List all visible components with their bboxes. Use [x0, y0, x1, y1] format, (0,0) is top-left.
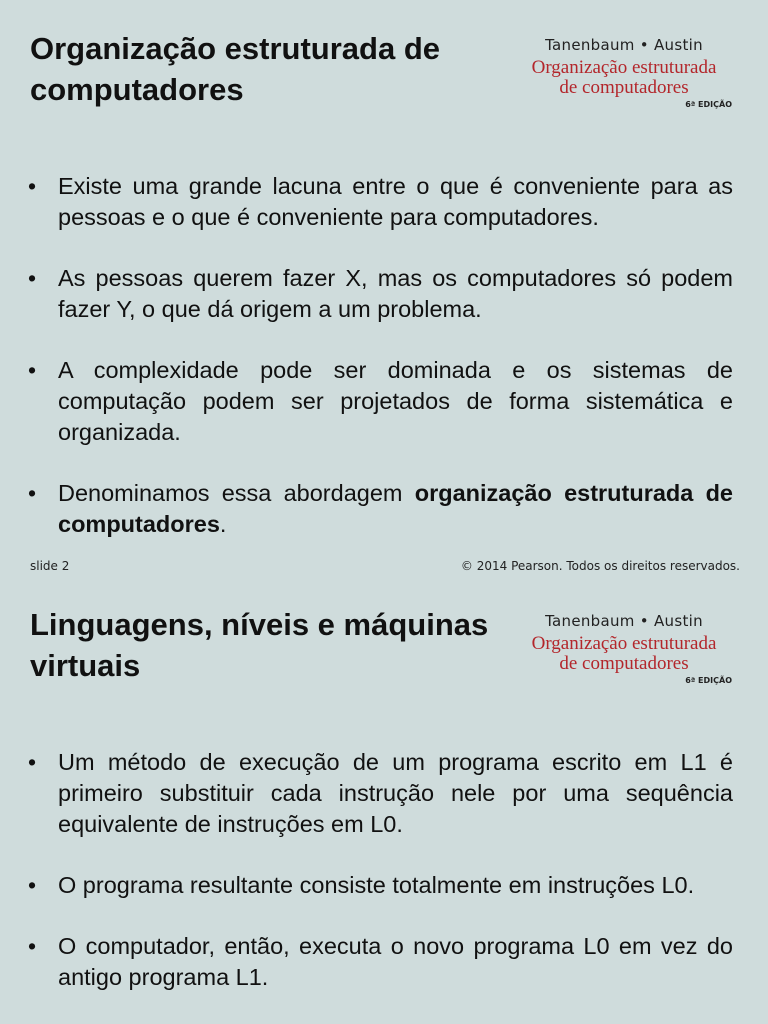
- bullet-list: [28, 171, 733, 570]
- bullet-text: Existe uma grande lacuna entre o que é conveniente para as pessoas e o que é conveniente para computadores.: [58, 173, 733, 230]
- bullet-dot-icon: •: [28, 480, 37, 506]
- bullet-item: [28, 355, 733, 448]
- slide-number: slide 2: [30, 559, 70, 573]
- bullet-dot-icon: •: [28, 265, 37, 291]
- bullet-item: [28, 931, 733, 993]
- book-logo: [508, 612, 740, 685]
- bullet-item: [28, 747, 733, 840]
- logo-book-title: [508, 634, 740, 674]
- copyright: © 2014 Pearson. Todos os direitos reservados.: [460, 559, 740, 573]
- bullet-text: O computador, então, executa o novo programa L0 em vez do antigo programa L1.: [58, 933, 733, 990]
- bullet-dot-icon: •: [28, 872, 37, 898]
- bullet-dot-icon: •: [28, 357, 37, 383]
- book-logo: [508, 36, 740, 109]
- bullet-dot-icon: •: [28, 749, 37, 775]
- logo-edition: 6ª EDIÇÃO: [685, 100, 732, 109]
- bullet-text: A complexidade pode ser dominada e os sistemas de computação podem ser projetados de forma sistemática e organizada.: [58, 357, 733, 445]
- bullet-item: [28, 263, 733, 325]
- slide-3: [0, 576, 768, 1024]
- logo-authors: Tanenbaum • Austin: [545, 612, 703, 630]
- bullet-dot-icon: •: [28, 933, 37, 959]
- bullet-item: [28, 478, 733, 540]
- bullet-text-bold: organização estruturada de computadores: [58, 480, 733, 537]
- logo-book-line1: Organização estruturada: [531, 633, 717, 654]
- bullet-item: [28, 870, 733, 901]
- bullet-text: Um método de execução de um programa escrito em L1 é primeiro substituir cada instrução nele por uma sequência equivalente de instruções em L0.: [58, 749, 733, 837]
- slide-title: Linguagens, níveis e máquinas virtuais: [30, 607, 489, 683]
- logo-edition: 6ª EDIÇÃO: [685, 676, 732, 685]
- slide-title: Organização estruturada de computadores: [30, 31, 441, 107]
- bullet-text-suffix: .: [219, 511, 227, 537]
- logo-book-line2: de computadores: [559, 653, 689, 674]
- bullet-text: O programa resultante consiste totalmente em instruções L0.: [58, 872, 695, 898]
- bullet-text: As pessoas querem fazer X, mas os computadores só podem fazer Y, o que dá origem a um problema.: [58, 265, 733, 322]
- logo-book-line2: de computadores: [559, 77, 689, 98]
- logo-authors: Tanenbaum • Austin: [545, 36, 703, 54]
- logo-book-line1: Organização estruturada: [531, 57, 717, 78]
- bullet-text-prefix: Denominamos essa abordagem: [58, 480, 415, 506]
- bullet-list: [28, 747, 733, 1023]
- slide-footer: [30, 559, 740, 573]
- bullet-dot-icon: •: [28, 173, 37, 199]
- bullet-item: [28, 171, 733, 233]
- logo-book-title: [508, 58, 740, 98]
